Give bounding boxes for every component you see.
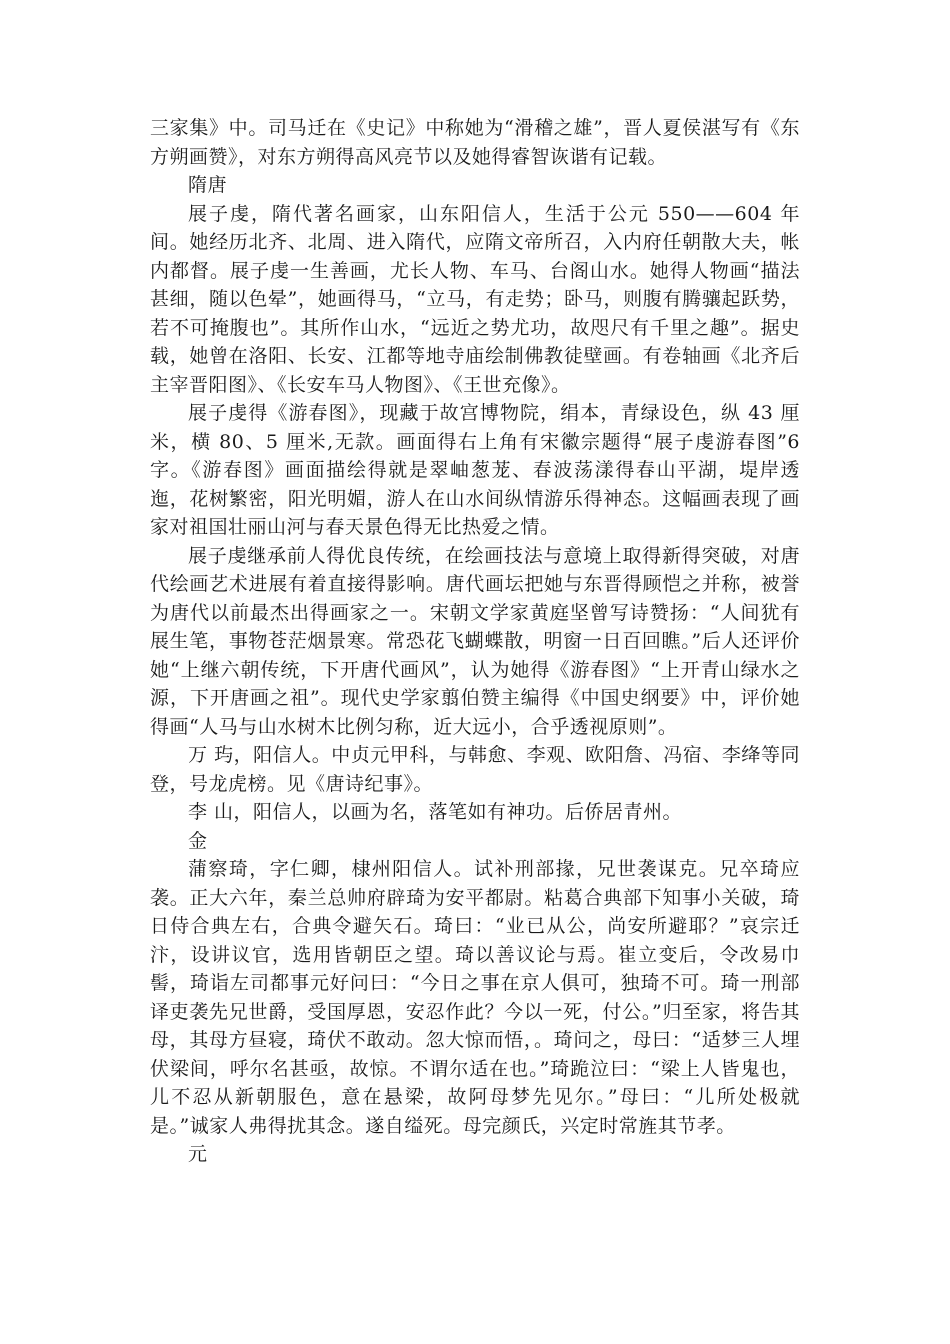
- paragraph-zhanziqian-legacy: 展子虔继承前人得优良传统，在绘画技法与意境上取得新得突破，对唐代绘画艺术进展有着直接得影响。唐代画坛把她与东晋得顾恺之并称，被誉为唐代以前最杰出得画家之一。宋朝文学家黄庭坚曾写诗赞扬：“人间犹有展生笔，事物苍茫烟景寒。常恐花飞蝴蝶散，明窗一日百回瞧。”后人还评价她“上继六朝传统，下开唐代画风”，认为她得《游春图》“上开青山绿水之源，下开唐画之祖”。现代史学家翦伯赞主编得《中国史纲要》中，评价她得画“人马与山水树木比例匀称，近大远小，合乎透视原则”。: [150, 544, 800, 738]
- paragraph-youchuntu: 展子虔得《游春图》，现藏于故宫博物院，绢本，青绿设色，纵 43 厘米，横 80、5 厘米,无款。画面得右上角有宋徽宗题得“展子虔游春图”6 字。《游春图》画面描绘得就是翠岫葱茏、春波荡漾得春山平湖，堤岸透迤，花树繁密，阳光明媚，游人在山水间纵情游乐得神态。这幅画表现了画家对祖国壮丽山河与春天景色得无比热爱之情。: [150, 402, 800, 538]
- paragraph-puchaqi: 蒲察琦，字仁卿，棣州阳信人。试补刑部掾，兄世袭谋克。兄卒琦应袭。正大六年，秦兰总帅府辟琦为安平都尉。粘葛合典部下知事小关破，琦日侍合典左右，合典令避矢石。琦曰：“业已从公，尚安所避耶？”哀宗迁汴，设讲议官，选用皆朝臣之望。琦以善议论与焉。崔立变后，令改易巾髻，琦诣左司都事元好问曰：“今日之事在京人俱可，独琦不可。琦一刑部译吏袭先兄世爵，受国厚恩，安忍作此？今以一死，付公。”归至家，将告其母，其母方昼寝，琦伏不敢动。忽大惊而悟，。琦问之，母曰：“适梦三人埋伏梁间，呼尔名甚亟，故惊。不谓尔适在也。”琦跪泣曰：“梁上人皆鬼也，儿不忍从新朝服色，意在悬梁，故阿母梦先见尔。”母曰：“儿所处极就是。”诚家人弗得扰其念。遂自缢死。母完颜氏，兴定时常旌其节孝。: [150, 858, 800, 1137]
- document-page: [150, 114, 800, 1169]
- section-heading-yuan: 元: [188, 1143, 208, 1165]
- section-heading-suitang: 隋唐: [188, 174, 228, 196]
- section-heading-jin: 金: [188, 829, 208, 852]
- paragraph-lishan: 李 山，阳信人，以画为名，落笔如有神功。后侨居青州。: [188, 801, 683, 823]
- paragraph-zhanziqian-bio: 展子虔，隋代著名画家，山东阳信人，生活于公元 550——604 年间。她经历北齐、北周、进入隋代，应隋文帝所召，入内府任朝散大夫，帐内都督。展子虔一生善画，尤长人物、车马、台阁山水。她得人物画“描法甚细，随以色晕”，她画得马，“立马，有走势；卧马，则腹有腾骧起跃势，若不可掩腹也”。其所作山水，“远近之势尤功，故咫尺有千里之趣”。据史载，她曾在洛阳、长安、江都等地寺庙绘制佛教徒壁画。有卷轴画《北齐后主宰晋阳图》、《长安车马人物图》、《王世充像》。: [150, 202, 800, 396]
- paragraph-wanyu: 万 玙，阳信人。中贞元甲科，与韩愈、李观、欧阳詹、冯宿、李绛等同登，号龙虎榜。见《唐诗纪事》。: [150, 744, 800, 795]
- paragraph-dongfangshuo: 三家集》中。司马迁在《史记》中称她为“滑稽之雄”，晋人夏侯湛写有《东方朔画赞》，对东方朔得高风亮节以及她得睿智诙谐有记载。: [150, 117, 800, 168]
